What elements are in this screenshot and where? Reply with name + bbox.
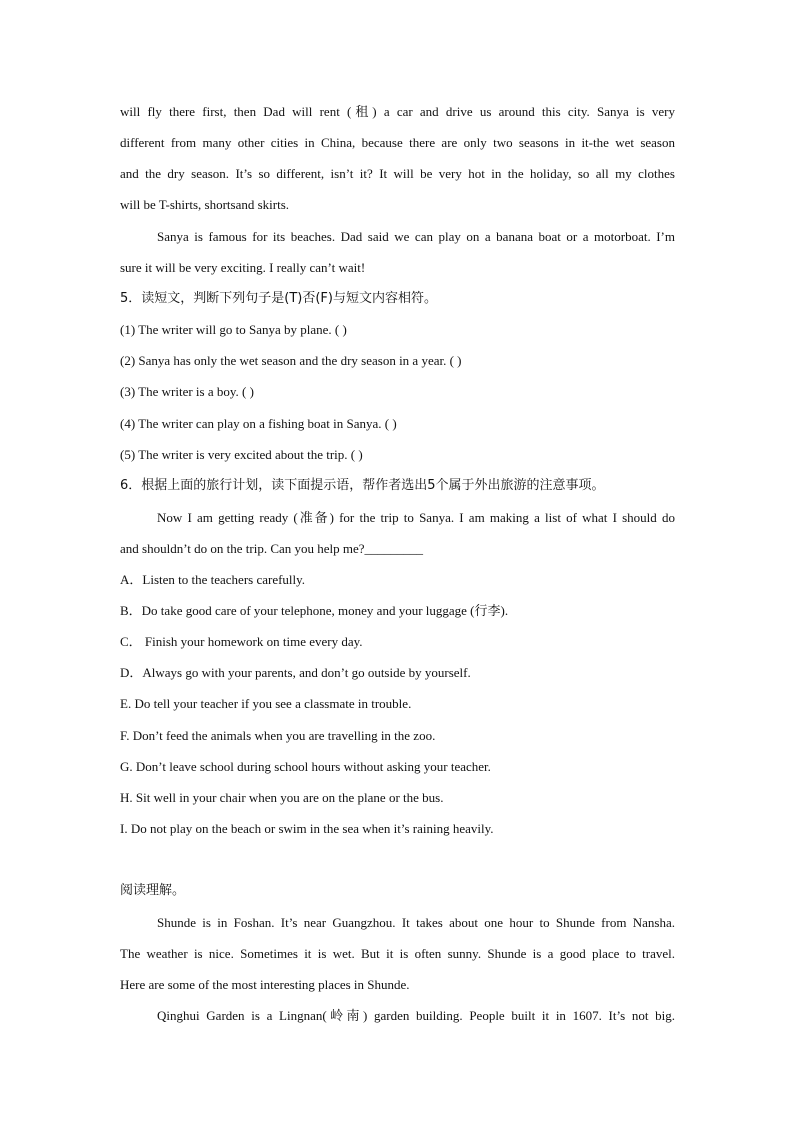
q6-option: F. Don’t feed the animals when you are travelling in the zoo. [120,728,436,743]
reading-line: Qinghui Garden is a Lingnan(岭南) garden building. People built it in 1607. It’s not big. [157,1008,675,1023]
q5-item: (3) The writer is a boy. ( ) [120,384,254,399]
q6-option: A．Listen to the teachers carefully. [120,572,306,587]
q5-item: (1) The writer will go to Sanya by plane. ( ) [120,322,347,337]
reading-line: Shunde is in Foshan. It’s near Guangzhou. It takes about one hour to Shunde from Nansha. [157,915,675,930]
q6-intro-line: and shouldn’t do on the trip. Can you help me?_________ [120,541,424,556]
passage-line: Sanya is famous for its beaches. Dad said we can play on a banana boat or a motorboat. I’m [157,229,675,244]
reading-line: Here are some of the most interesting places in Shunde. [120,977,410,992]
question-6-title: 6．根据上面的旅行计划，读下面提示语，帮作者选出5个属于外出旅游的注意事项。 [120,478,605,493]
reading-line: The weather is nice. Sometimes it is wet. But it is often sunny. Shunde is a good place to travel. [120,946,675,961]
passage-line: will be T-shirts, shortsand skirts. [120,197,290,212]
q5-item: (2) Sanya has only the wet season and the dry season in a year. ( ) [120,353,462,368]
q6-option: G. Don’t leave school during school hours without asking your teacher. [120,759,491,774]
q6-option: H. Sit well in your chair when you are on the plane or the bus. [120,790,444,805]
passage-line: sure it will be very exciting. I really can’t wait! [120,260,366,275]
passage-line: and the dry season. It’s so different, isn’t it? It will be very hot in the holiday, so all my clothes [120,166,675,181]
q6-option: B．Do take good care of your telephone, money and your luggage (行李). [120,603,509,618]
q6-intro-line: Now I am getting ready (准备) for the trip to Sanya. I am making a list of what I should do [157,510,675,525]
q5-item: (5) The writer is very excited about the trip. ( ) [120,447,363,462]
q6-option: E. Do tell your teacher if you see a classmate in trouble. [120,696,412,711]
q6-option: D．Always go with your parents, and don’t go outside by yourself. [120,665,471,680]
passage-line: different from many other cities in China, because there are only two seasons in it-the wet season [120,135,675,150]
passage-line: will fly there first, then Dad will rent (租) a car and drive us around this city. Sanya is very [120,104,675,119]
q5-item: (4) The writer can play on a fishing boat in Sanya. ( ) [120,416,397,431]
q6-option: C． Finish your homework on time every day. [120,634,363,649]
question-5-title: 5．读短文，判断下列句子是(T)否(F)与短文内容相符。 [120,291,437,306]
reading-section-title: 阅读理解。 [120,883,186,898]
q6-option: I. Do not play on the beach or swim in the sea when it’s raining heavily. [120,821,494,836]
